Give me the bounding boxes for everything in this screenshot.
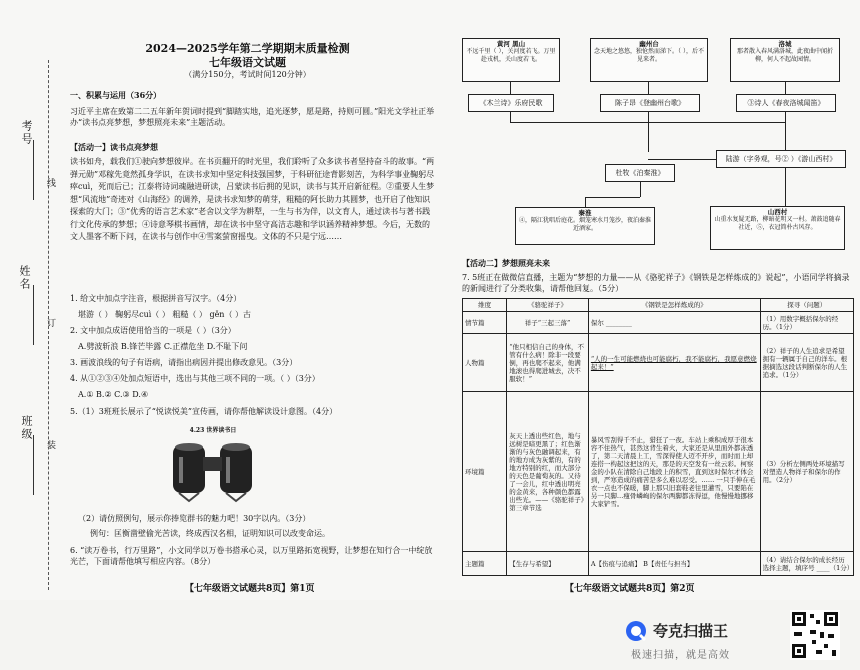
reading-day-poster [155, 425, 265, 505]
question-5-part-2: （2）请仿照例句，展示你捧览群书的魅力吧！30字以内。（3分） [78, 514, 311, 523]
question-6: 6. “读万卷书，行万里路”，小文同学以万卷书搭承心灵，以万里路拓宽视野，让梦想在知行合一中绽放光芒，下面请帮他填写相应内容。（8分） [70, 546, 433, 566]
table-row: 环境篇 灰天上透出些红色，地与远树是暗更黑了；红色渐渐的与灰色融调起来，有的地方成为灰紫的，有的地方特别的红，而大部分的天色是葡萄灰的。又待了一会儿，红中透出明亮的金黄来，各种颜色都露出些光。——《骆驼祥子》第三章节选 暴风雪刮得千不止，猎狂了一夜。车站上乘积成厚于很本容不住热气，甚然这背生着火，大家还是从里面外都冻透了，第二天清晨上工，雪深得使人迈不开步，而时而上却连搭一构起这把这的天，那是的天空发有一丝云彩。柯察金的小队在清除自己地段上的积雪，直到这时保尔才体会到，严寒造成的痛苦是多么难以忍受。…… 一只手伸在毛衣一点也不保暖，脚上那只旧套鞋老往里灌雪，只要陷在另一只脚…瘦骨嶙峋的保尔两脚都冻得逗，他慢慢地挪移大家铲雪。 （3）分析左侧两处环境描写对塑造人物祥子和保尔的作用。（2分） [463, 392, 854, 552]
binoculars-icon [165, 435, 260, 505]
table-header-cell: 《骆驼祥子》 [507, 299, 589, 312]
poster-caption: 4.23 世界读书日 [189, 427, 237, 434]
map-du-mu: 杜牧《泊秦淮》 [605, 164, 675, 182]
table-header-row [463, 299, 854, 312]
exam-note: （满分150分，考试时间120分钟） [184, 70, 311, 79]
table-row: 情节篇 祥子“三起三落” 保尔 ________ （1）用数字概括保尔的经历。（1分） [463, 312, 854, 334]
question-1: 1. 给文中加点字注音，根据拼音写汉字。（4分） [70, 294, 242, 303]
exam-title: 2024—2025学年第二学期期末质量检测 [145, 42, 350, 55]
table-row: 主题篇 【生存与希望】 A【伤痕与追痛】 B【责任与担当】 （4）请结合保尔的成长经历选择主题，填序号 ____（1分） [463, 552, 854, 576]
table-header-cell: 探寻（问题） [760, 299, 853, 312]
exam-subtitle: 七年级语文试题 [209, 56, 286, 69]
map-box-qinhuai: 秦淮 ④，隔江犹唱后庭花。烟笼寒水月笼沙，夜泊秦淮近酒家。 [515, 207, 655, 245]
reading-table [462, 298, 854, 576]
map-box-yellow-river: 黄河 黑山 不远千里（ ），关河度若飞。万里赴戎机，关山度若飞。 [462, 38, 560, 82]
map-box-shanxi-village: 山西村 山重水复疑无路，柳暗花明又一村。萧鼓追随春社近，⑤，衣冠简朴古风存。 [710, 206, 845, 250]
question-2-options: A.劈波斩浪 B.锋芒毕露 C.正襟危坐 D.不耻下问 [78, 342, 248, 351]
section-1-heading: 一、积累与运用（36分） [70, 90, 162, 100]
question-7: 7. 5班正在做微信直播，主题为“梦想的力量——从《骆驼祥子》《钢铁是怎样炼成的》说起”，小语同学将摘录的新闻进行了分类收集，请帮他回复。（5分） [462, 273, 850, 293]
side-label-zhuang: 装 [45, 440, 55, 451]
page-2-footer: 【七年级语文试题共8页】第2页 [565, 584, 695, 594]
question-4: 4. 从①②③④处加点短语中，选出与其他三项不同的一项。（ ）（3分） [70, 374, 320, 383]
reading-passage: 读书如舟，载我们①驶向梦想彼岸。在书页翻开的时光里，我们聆听了众多读书者坚持奋斗的故事。“两弹元勋”邓稼先竟然孤身学识，在读书求知中坚定科技强国梦，于科研征途背影刻苦，为科学事业鞠躬尽瘁cuì，死而后已；江泰将诗词魂融进研读，吕蒙读书后拥的见识，读书与其开启新征程。②重要人生梦想“风流地”奇迹对《山海经》的调养，是读书求知梦的萌芽，粗糙的阿长助力其圆梦，也开启了他知识探索的大门；③“优秀的语言艺术家”老舍以文学为耕犁，一生与书为伴，以文育人，通过读书与著书践行文化传承的梦想；④诗意琴棋书画情，却在读书中坚守高洁志趣和学识涵养精神梦想。今后，无数的文人墨客不断下问，在读书与创作中④雪案萤窗摇曳。文体的不只是宁远…… [70, 157, 435, 241]
brand-name: 夸克扫描王 [653, 622, 729, 640]
exam-page-2 [440, 0, 860, 600]
map-box-youzhou: 幽州台 念天地之悠悠，独怆然而涕下。（ ），后不见来者。 [590, 38, 708, 82]
xingming-line [33, 285, 34, 345]
map-chen-ziang: 陈子昂《登幽州台歌》 [600, 94, 700, 112]
question-2: 2. 文中加点成语使用恰当的一项是（ ）（3分） [70, 326, 236, 335]
map-box-luocheng: 洛城 那者散入春风满洛城，此夜曲中闻折柳，何人不起故园情。 [730, 38, 840, 82]
exam-page-1 [0, 0, 440, 600]
map-lu-you: 陆游（字务观，号② ）《游山西村》 [716, 150, 846, 168]
table-header-cell: 维度 [463, 299, 507, 312]
page-1-footer: 【七年级语文试题共8页】第1页 [185, 584, 315, 594]
brand-slogan: 极速扫描，就是高效 [631, 650, 730, 661]
question-5: 5.（1）3班班长展示了“悦读悦美”宣传画，请你帮他解读设计意图。（4分） [70, 407, 338, 416]
question-4-options: A.① B.② C.③ D.④ [78, 390, 149, 399]
map-mulan: 《木兰诗》乐府民歌 [468, 94, 554, 112]
activity-2-heading: 【活动二】梦想照亮未来 [462, 258, 550, 268]
intro-paragraph: 习近平主席在致第二二五年新年贺词时提到“脚踏实地，追光逐梦，愿是路，持则可圆。”阳光文学社正举办“读书点亮梦想，梦想照亮未来”主题活动。 [70, 107, 435, 127]
binding-line [48, 60, 49, 590]
kaohao-line [33, 140, 34, 200]
question-3: 3. 画波浪线的句子有语病，请指出病因并提出修改意见。（3分） [70, 358, 298, 367]
activity-1-heading: 【活动一】读书点亮梦想 [70, 142, 158, 152]
side-label-xingming: 姓名 [18, 265, 31, 291]
side-label-banji: 班级 [20, 415, 33, 441]
qr-code-icon [790, 610, 840, 660]
side-label-ding: 订 [45, 318, 55, 329]
side-label-xian: 线 [45, 178, 55, 189]
question-1-items: 堪游（ ） 鞠躬尽cuì（ ） 粗糙（ ） gěn（ ）古 [78, 310, 251, 319]
banji-line [33, 435, 34, 495]
scanner-watermark [625, 618, 775, 664]
side-label-kaohao: 考号 [20, 120, 33, 146]
map-poet-luocheng: ③诗人《春夜洛城闻笛》 [736, 94, 836, 112]
table-row: 人物篇 “他只相信自己的身体，不管有什么病！除非一段要倒，再也爬不起来，他满地滚也得爬进城去，决不服软！” “人的一生可能燃烧也可能腐朽，我不能腐朽，我愿意燃烧起来！” （2）祥子的人生追求是希望拥有一辆属于自己的洋车。根据摘选这段话判断保尔的人生追求。（1分） [463, 334, 854, 392]
quark-logo-icon [625, 620, 647, 642]
question-5-example: 例句：匡衡凿壁偷光苦读，终成西汉名相，证明知识可以改变命运。 [90, 529, 330, 538]
table-header-cell: 《钢铁是怎样炼成的》 [588, 299, 760, 312]
